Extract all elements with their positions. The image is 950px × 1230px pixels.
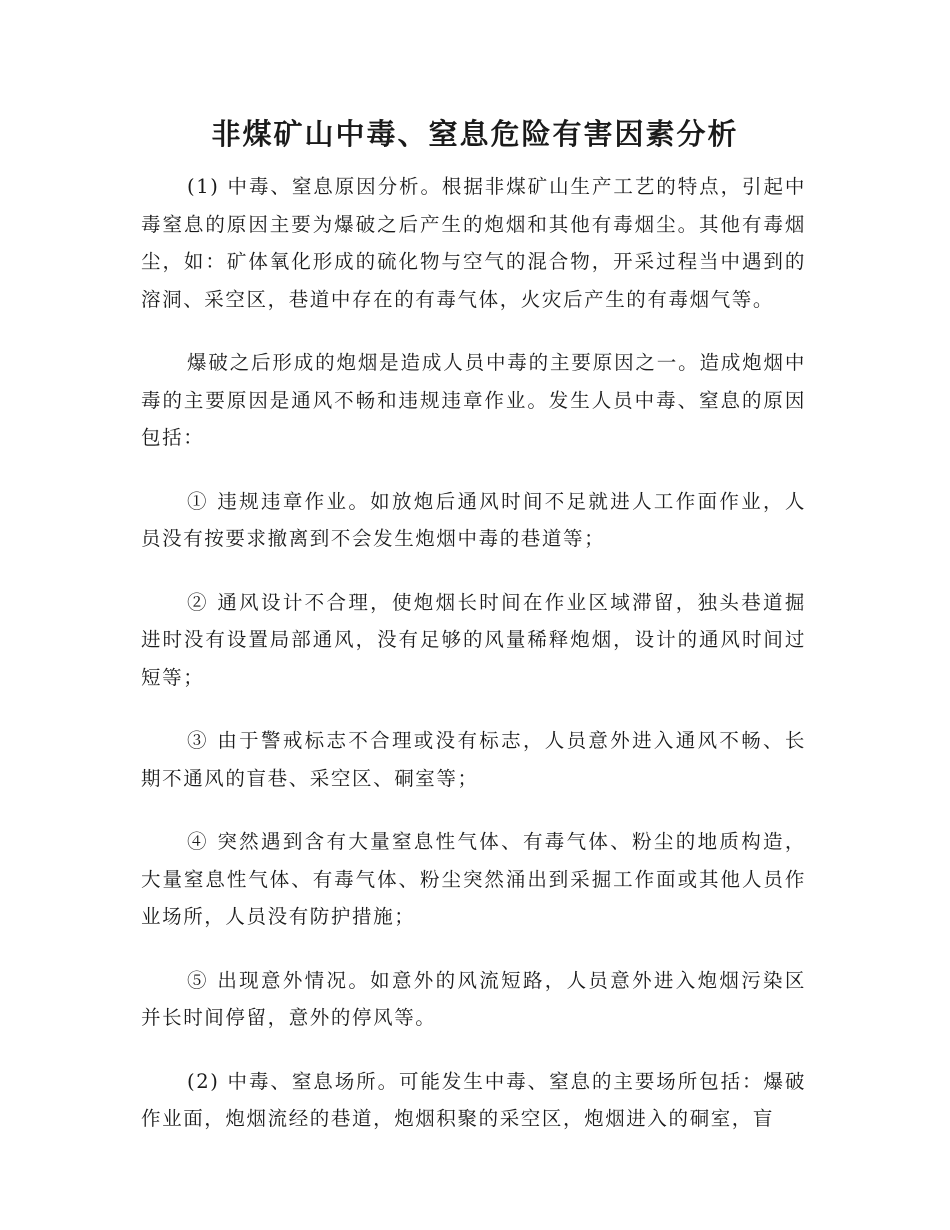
document-body xyxy=(141,168,806,1164)
paragraph-item-2: ② 通风设计不合理，使炮烟长时间在作业区域滞留，独头巷道掘进时没有设置局部通风，没有足够的风量稀释炮烟，设计的通风时间过短等； xyxy=(141,590,806,689)
paragraph-blast-smoke: 爆破之后形成的炮烟是造成人员中毒的主要原因之一。造成炮烟中毒的主要原因是通风不畅和违规违章作业。发生人员中毒、窒息的原因包括： xyxy=(141,351,806,449)
paragraph-item-4: ④ 突然遇到含有大量窒息性气体、有毒气体、粉尘的地质构造，大量窒息性气体、有毒气体、粉尘突然涌出到采掘工作面或其他人员作业场所，人员没有防护措施； xyxy=(141,830,806,928)
paragraph-item-5: ⑤ 出现意外情况。如意外的风流短路，人员意外进入炮烟污染区并长时间停留，意外的停风等。 xyxy=(141,968,806,1029)
paragraph-item-1: ① 违规违章作业。如放炮后通风时间不足就进人工作面作业，人员没有按要求撤离到不会发生炮烟中毒的巷道等； xyxy=(141,489,806,550)
paragraph-item-3: ③ 由于警戒标志不合理或没有标志，人员意外进入通风不畅、长期不通风的盲巷、采空区、硐室等； xyxy=(141,729,806,790)
page-title: 非煤矿山中毒、窒息危险有害因素分析 xyxy=(211,117,739,151)
paragraph-cause-analysis: (1) 中毒、窒息原因分析。根据非煤矿山生产工艺的特点，引起中毒窒息的原因主要为爆破之后产生的炮烟和其他有毒烟尘。其他有毒烟尘，如：矿体氧化形成的硫化物与空气的混合物，开采过程当中遇到的溶洞、采空区，巷道中存在的有毒气体，火灾后产生的有毒烟气等。 xyxy=(141,175,806,311)
paragraph-locations: (2) 中毒、窒息场所。可能发生中毒、窒息的主要场所包括：爆破作业面，炮烟流经的巷道，炮烟积聚的采空区，炮烟进入的硐室，盲 xyxy=(141,1069,806,1130)
